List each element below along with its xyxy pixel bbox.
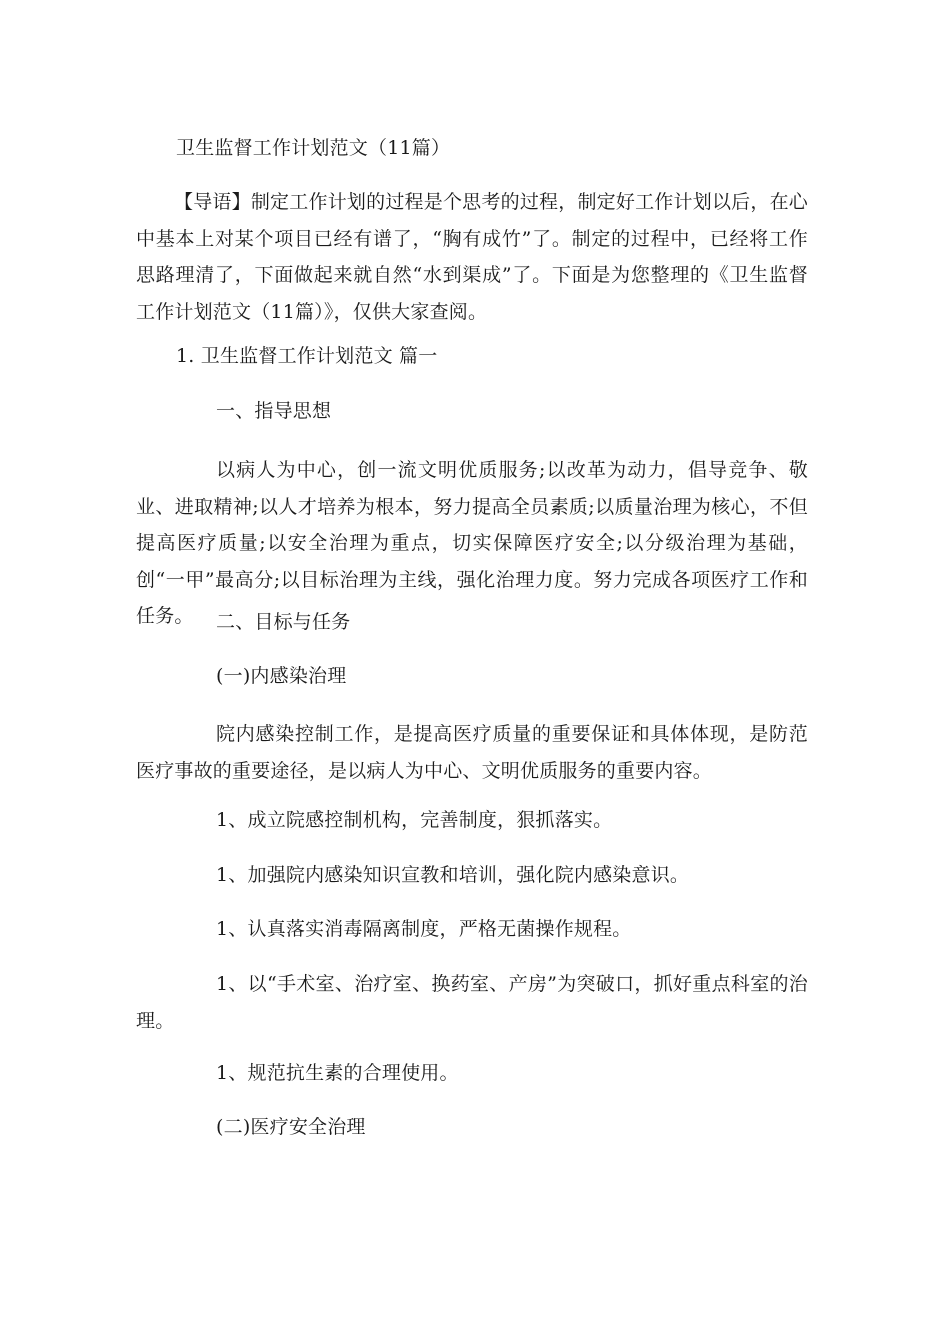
- heading-goals-tasks: 二、目标与任务: [216, 611, 351, 633]
- list-item: 1、加强院内感染知识宣教和培训，强化院内感染意识。: [216, 864, 690, 886]
- list-item: 1、认真落实消毒隔离制度，严格无菌操作规程。: [216, 918, 632, 940]
- guiding-ideology-paragraph: 以病人为中心，创一流文明优质服务;以改革为动力，倡导竞争、敬业、进取精神;以人才培养为根本，努力提高全员素质;以质量治理为核心，不但提高医疗质量;以安全治理为重点，切实保障医疗安全;以分级治理为基础，创“一甲”最高分;以目标治理为主线，强化治理力度。努力完成各项医疗工作和任务。: [136, 459, 808, 627]
- section-title: 1. 卫生监督工作计划范文 篇一: [176, 345, 438, 367]
- subheading-medical-safety: (二)医疗安全治理: [216, 1116, 366, 1138]
- heading-guiding-ideology: 一、指导思想: [216, 400, 332, 422]
- list-item: 1、规范抗生素的合理使用。: [216, 1062, 459, 1084]
- document-title: 卫生监督工作计划范文（11篇）: [176, 137, 451, 159]
- list-item: 1、成立院感控制机构，完善制度，狠抓落实。: [216, 809, 613, 831]
- intro-paragraph: 【导语】制定工作计划的过程是个思考的过程，制定好工作计划以后，在心中基本上对某个项目已经有谱了，“胸有成竹”了。制定的过程中，已经将工作思路理清了，下面做起来就自然“水到渠成”了。下面是为您整理的《卫生监督工作计划范文（11篇）》，仅供大家查阅。: [136, 191, 808, 323]
- list-item: 1、以“手术室、治疗室、换药室、产房”为突破口，抓好重点科室的治理。: [136, 973, 808, 1032]
- subheading-infection-management: (一)内感染治理: [216, 665, 347, 687]
- infection-paragraph: 院内感染控制工作，是提高医疗质量的重要保证和具体体现，是防范医疗事故的重要途径，是以病人为中心、文明优质服务的重要内容。: [136, 723, 808, 782]
